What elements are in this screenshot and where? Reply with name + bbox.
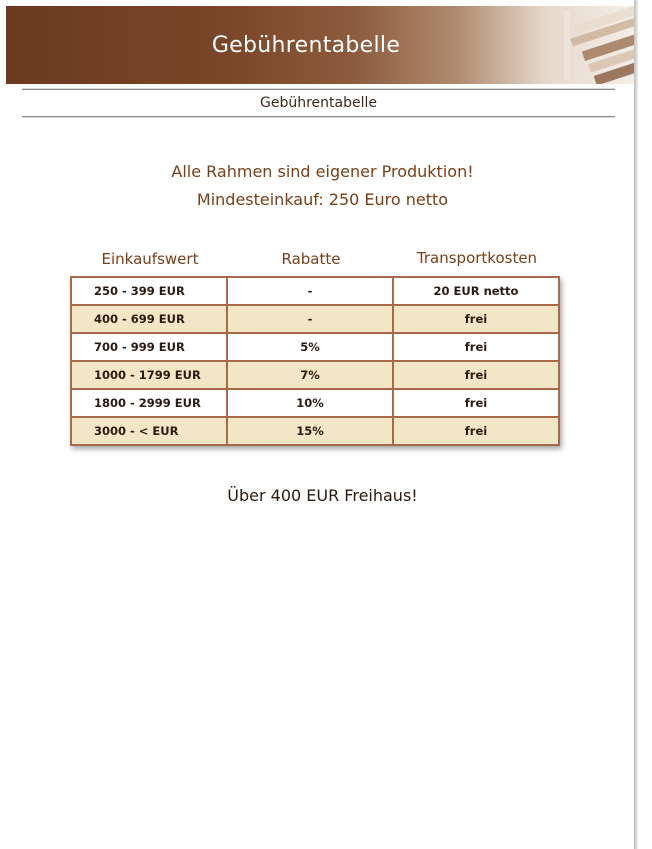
page-subtitle: Gebührentabelle (22, 89, 615, 117)
column-header-transportkosten: Transportkosten (416, 249, 538, 267)
banner-title: Gebührentabelle (211, 33, 401, 58)
shipping-cell: frei (393, 305, 559, 333)
column-header-rabatte: Rabatte (281, 250, 341, 268)
discount-cell: 10% (227, 389, 393, 417)
shipping-cell: frei (393, 333, 559, 361)
discount-cell: 5% (227, 333, 393, 361)
table-row (71, 361, 559, 389)
fee-table (70, 276, 560, 446)
intro-production-note: Alle Rahmen sind eigener Produktion! (171, 162, 474, 181)
frame-samples-decoration (544, 6, 634, 84)
header-banner (6, 6, 634, 84)
purchase-value-cell: 400 - 699 EUR (71, 305, 227, 333)
discount-cell: - (227, 305, 393, 333)
table-row (71, 333, 559, 361)
intro-minimum-purchase: Mindesteinkauf: 250 Euro netto (196, 190, 449, 209)
shipping-cell: 20 EUR netto (393, 277, 559, 305)
discount-cell: - (227, 277, 393, 305)
purchase-value-cell: 3000 - < EUR (71, 417, 227, 445)
free-shipping-note: Über 400 EUR Freihaus! (227, 486, 418, 505)
shipping-cell: frei (393, 361, 559, 389)
table-row (71, 277, 559, 305)
shipping-cell: frei (393, 389, 559, 417)
table-row (71, 417, 559, 445)
discount-cell: 7% (227, 361, 393, 389)
purchase-value-cell: 250 - 399 EUR (71, 277, 227, 305)
table-row (71, 389, 559, 417)
shipping-cell: frei (393, 417, 559, 445)
table-row (71, 305, 559, 333)
column-header-einkaufswert: Einkaufswert (101, 250, 199, 268)
discount-cell: 15% (227, 417, 393, 445)
purchase-value-cell: 1000 - 1799 EUR (71, 361, 227, 389)
purchase-value-cell: 1800 - 2999 EUR (71, 389, 227, 417)
page-edge-shadow (634, 0, 638, 849)
purchase-value-cell: 700 - 999 EUR (71, 333, 227, 361)
